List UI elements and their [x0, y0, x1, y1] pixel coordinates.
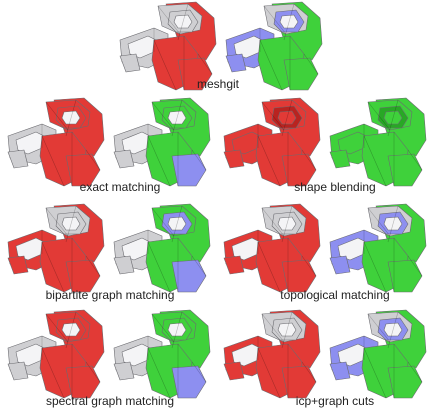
thumbnail-spectral-left: [6, 308, 106, 400]
mesh-render-icon: [6, 308, 106, 400]
caption-shape-blending: shape blending: [294, 180, 376, 194]
mesh-render-icon: [6, 202, 106, 294]
caption-exact-matching: exact matching: [79, 180, 161, 194]
mesh-render-icon: [222, 96, 322, 188]
thumbnail-bipartite-right: [112, 202, 212, 294]
mesh-render-icon: [328, 96, 428, 188]
thumbnail-topological-left: [222, 202, 322, 294]
caption-topological-matching: topological matching: [280, 288, 390, 302]
thumbnail-icp-left: [222, 308, 322, 400]
mesh-render-icon: [328, 202, 428, 294]
mesh-render-icon: [6, 96, 106, 188]
mesh-render-icon: [328, 308, 428, 400]
mesh-neck: [284, 58, 318, 90]
thumbnail-spectral-right: [112, 308, 212, 400]
thumbnail-shape-left: [222, 96, 322, 188]
thumbnail-topological-right: [328, 202, 428, 294]
mesh-render-icon: [222, 202, 322, 294]
thumbnail-exact-right: [112, 96, 212, 188]
mesh-render-icon: [112, 202, 212, 294]
thumbnail-bipartite-left: [6, 202, 106, 294]
mesh-render-icon: [112, 96, 212, 188]
caption-icp-graph-cuts: icp+graph cuts: [295, 394, 375, 408]
thumbnail-icp-right: [328, 308, 428, 400]
caption-meshgit: meshgit: [196, 77, 240, 91]
thumbnail-shape-right: [328, 96, 428, 188]
mesh-render-icon: [112, 308, 212, 400]
mesh-render-icon: [222, 308, 322, 400]
caption-spectral-graph-matching: spectral graph matching: [45, 394, 175, 408]
caption-bipartite-graph-matching: bipartite graph matching: [45, 288, 175, 302]
thumbnail-exact-left: [6, 96, 106, 188]
